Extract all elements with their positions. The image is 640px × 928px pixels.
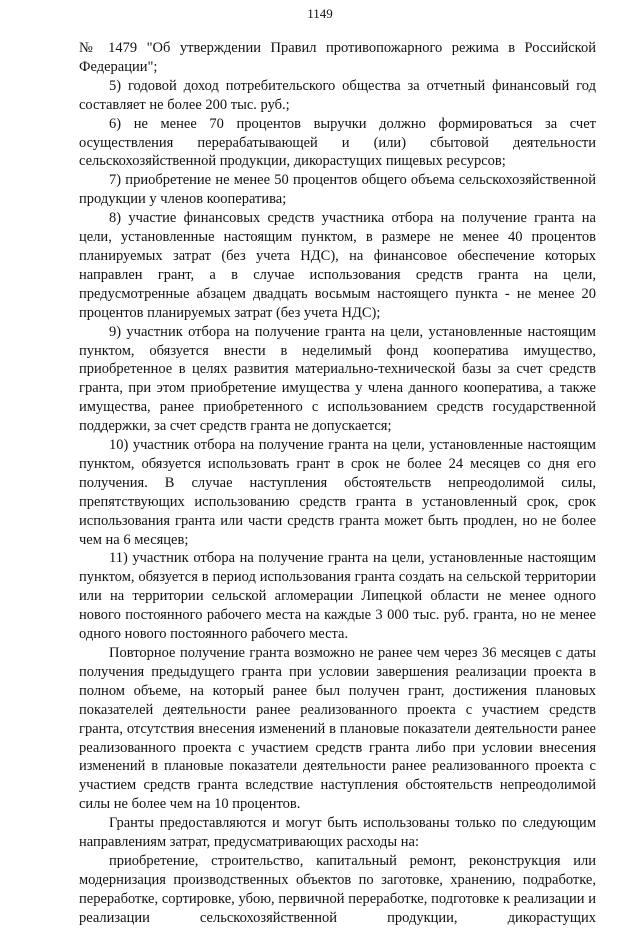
paragraph-item-8: 8) участие финансовых средств участника отбора на получение гранта на цели, установленные настоящим пунктом, в размере не менее 40 процентов планируемых затрат (без учета НДС), на финансовое обеспечение которых направлен грант, а в случае использования средств гранта на цели, предусмотренные абзацем двадцать восьмым настоящего пункта - не менее 20 процентов планируемых затрат (без учета НДС); [79,210,596,321]
document-body [79,39,596,928]
paragraph-item-5: 5) годовой доход потребительского общества за отчетный финансовый год составляет не более 200 тыс. руб.; [79,77,596,113]
page-number: 1149 [307,6,333,21]
paragraph-item-10: 10) участник отбора на получение гранта на цели, установленные настоящим пунктом, обязуется использовать грант в срок не более 24 месяцев со дня его получения. В случае наступления обстоятельств непреодолимой силы, препятствующих использованию средств гранта в установленный срок, срок использования гранта или части средств гранта может быть продлен, но не более чем на 6 месяцев; [79,437,596,548]
paragraph-item-7: 7) приобретение не менее 50 процентов общего объема сельскохозяйственной продукции у членов кооператива; [79,172,596,208]
paragraph-grant-directions: Гранты предоставляются и могут быть использованы только по следующим направлениям затрат, предусматривающих расходы на: [79,815,596,851]
paragraph-item-11: 11) участник отбора на получение гранта на цели, установленные настоящим пунктом, обязуется в период использования гранта создать на сельской территории или на территории сельской агломерации Липецкой области не менее одного нового постоянного рабочего места на каждые 3 000 тыс. руб. гранта, но не менее одного нового постоянного рабочего места. [79,550,596,643]
paragraph-repeat-grant: Повторное получение гранта возможно не ранее чем через 36 месяцев с даты получения предыдущего гранта при условии завершения реализации проекта в полном объеме, на который ранее был получен грант, достижения плановых показателей деятельности ранее реализованного проекта с участием средств гранта, отсутствия внесения изменений в плановые показатели деятельности ранее реализованного проекта с участием средств гранта либо при условии внесения изменений в плановые показатели деятельности ранее реализованного проекта с участием средств гранта вследствие наступления обстоятельств непреодолимой силы не более чем на 10 процентов. [79,645,596,813]
paragraph-acquisition: приобретение, строительство, капитальный ремонт, реконструкция или модернизация производственных объектов по заготовке, хранению, подработке, переработке, сортировке, убою, первичной переработке, подготовке к реализации и реализации сельскохозяйственной продукции, дикорастущих [79,852,596,926]
paragraph-item-6: 6) не менее 70 процентов выручки должно формироваться за счет осуществления перерабатывающей и (или) сбытовой деятельности сельскохозяйственной продукции, дикорастущих пищевых ресурсов; [79,115,596,170]
paragraph-decree-reference: № 1479 "Об утверждении Правил противопожарного режима в Российской Федерации"; [79,40,596,75]
paragraph-item-9: 9) участник отбора на получение гранта на цели, установленные настоящим пунктом, обязуется внести в неделимый фонд кооператива имущество, приобретенное в целях развития материально-технической базы за счет средств гранта, при этом приобретение имущества у члена данного кооператива, а также имущества, ранее приобретенного с использованием средств государственной поддержки, за счет средств гранта не допускается; [79,323,596,435]
